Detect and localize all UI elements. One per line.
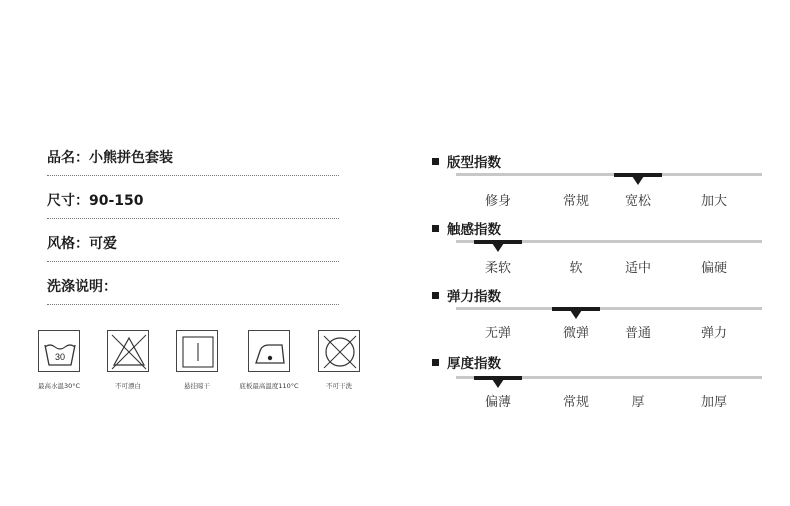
square-bullet-icon bbox=[432, 158, 439, 165]
index-track bbox=[456, 173, 762, 176]
product-name: 品名：小熊拼色套装 bbox=[47, 150, 173, 166]
index-track bbox=[456, 376, 762, 379]
selected-marker-icon bbox=[492, 243, 504, 252]
index-option: 加大 bbox=[700, 194, 727, 209]
hang-dry-icon bbox=[176, 330, 218, 372]
index-option: 柔软 bbox=[484, 261, 511, 276]
product-size: 尺寸：90-150 bbox=[47, 193, 144, 209]
index-option: 常规 bbox=[562, 395, 589, 410]
square-bullet-icon bbox=[432, 359, 439, 366]
index-option: 厚 bbox=[631, 395, 645, 410]
product-style: 风格：可爱 bbox=[47, 236, 117, 252]
index-option: 偏薄 bbox=[484, 395, 511, 410]
wash-30-icon bbox=[38, 330, 80, 372]
index-option: 常规 bbox=[562, 194, 589, 209]
care-item-no-dry-clean bbox=[304, 330, 374, 390]
index-option: 弹力 bbox=[700, 326, 727, 341]
care-item-hang-dry bbox=[162, 330, 232, 390]
index-option: 加厚 bbox=[700, 395, 727, 410]
care-item-wash bbox=[24, 330, 94, 390]
index-option: 修身 bbox=[484, 194, 511, 209]
selected-marker-icon bbox=[570, 310, 582, 319]
washing-instructions-label: 洗涤说明： bbox=[47, 279, 117, 295]
product-style-row bbox=[47, 230, 339, 262]
care-label-wash: 最高水温30°C bbox=[37, 382, 81, 390]
index-option: 适中 bbox=[624, 261, 651, 276]
product-name-row bbox=[47, 144, 339, 176]
index-option: 无弹 bbox=[484, 326, 511, 341]
index-option: 偏硬 bbox=[700, 261, 727, 276]
product-size-row bbox=[47, 187, 339, 219]
care-item-iron bbox=[234, 330, 304, 390]
wash-temperature: 30 bbox=[54, 352, 66, 362]
index-title: 触感指数 bbox=[432, 218, 501, 238]
index-option: 软 bbox=[569, 261, 583, 276]
index-option: 微弹 bbox=[562, 326, 589, 341]
square-bullet-icon bbox=[432, 225, 439, 232]
selected-marker-icon bbox=[492, 379, 504, 388]
square-bullet-icon bbox=[432, 292, 439, 299]
index-title: 厚度指数 bbox=[432, 352, 501, 372]
index-title: 弹力指数 bbox=[432, 285, 501, 305]
selected-marker-icon bbox=[632, 176, 644, 185]
care-item-no-bleach bbox=[93, 330, 163, 390]
iron-110-icon bbox=[248, 330, 290, 372]
index-track bbox=[456, 307, 762, 310]
index-track bbox=[456, 240, 762, 243]
index-option: 普通 bbox=[624, 326, 651, 341]
care-label-iron: 底板最高温度110°C bbox=[239, 382, 299, 390]
care-label-no-bleach: 不可漂白 bbox=[115, 382, 141, 390]
no-wash-icon bbox=[318, 330, 360, 372]
care-label-no-dry-clean: 不可干洗 bbox=[326, 382, 352, 390]
washing-instructions-row bbox=[47, 273, 339, 305]
care-label-hang-dry: 悬挂晾干 bbox=[184, 382, 210, 390]
no-bleach-icon bbox=[107, 330, 149, 372]
index-title: 版型指数 bbox=[432, 151, 501, 171]
index-option: 宽松 bbox=[624, 194, 651, 209]
